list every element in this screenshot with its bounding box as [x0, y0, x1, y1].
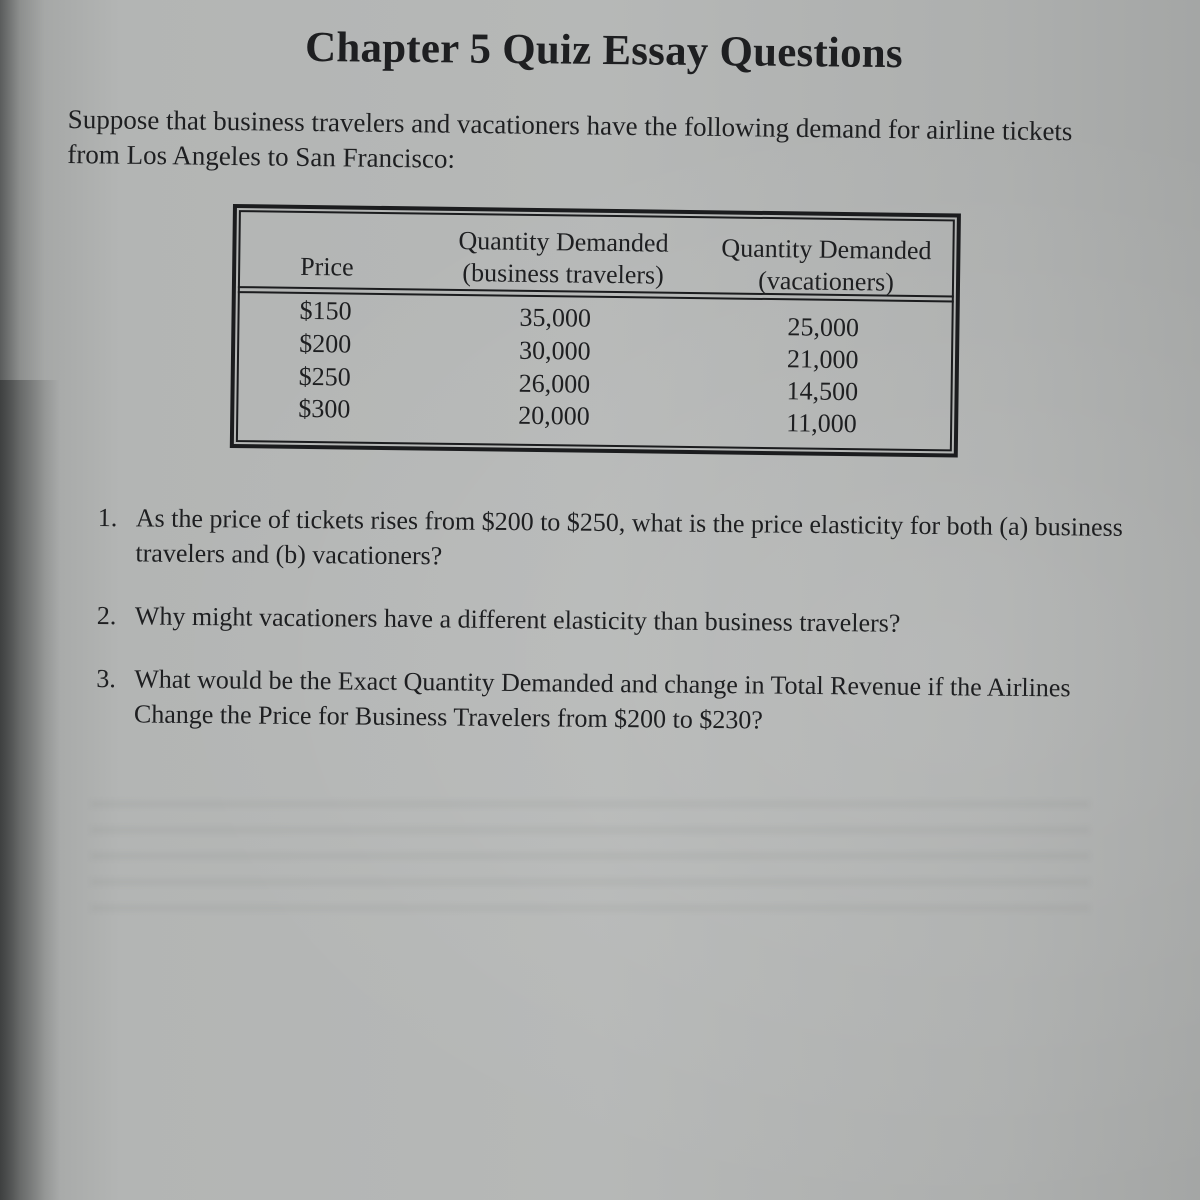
row-vacation: 25,000 [787, 312, 860, 343]
question-number: 3. [96, 664, 116, 694]
row-business: 30,000 [518, 335, 591, 366]
row-business: 20,000 [518, 400, 590, 431]
row-price: $200 [298, 328, 352, 359]
row-business: 26,000 [518, 368, 591, 399]
row-vacation: 11,000 [785, 408, 857, 439]
row-vacation: 21,000 [786, 344, 859, 375]
header-price: Price [299, 251, 354, 282]
question-number: 1. [97, 503, 118, 533]
page-title: Chapter 5 Quiz Essay Questions [304, 23, 904, 78]
intro-paragraph: Suppose that business travelers and vacationers have the following demand for airline tickets from Los Angeles to San Francisco: [67, 103, 1073, 174]
question-list [90, 500, 1152, 769]
bleed-through-text [90, 800, 1090, 920]
question-text: As the price of tickets rises from $200 to $250, what is the price elasticity for both (a) business travelers and (b) vacationers? [135, 503, 1123, 571]
question-text: Why might vacationers have a different elasticity than business travelers? [134, 601, 901, 638]
question-item [91, 500, 1152, 580]
question-number: 2. [96, 601, 117, 631]
header-vacation-line1: Quantity Demanded [721, 233, 932, 266]
row-vacation: 14,500 [786, 376, 859, 407]
header-vacation-line2: (vacationers) [757, 265, 895, 297]
row-business: 35,000 [519, 302, 592, 333]
page-shadow [0, 380, 60, 1200]
row-price: $150 [299, 295, 352, 326]
question-text: What would be the Exact Quantity Demanded and change in Total Revenue if the Airlines Change the Price for Business Travelers from $200 to $230? [133, 664, 1071, 735]
row-price: $250 [298, 361, 351, 392]
header-business-line2: (business travelers) [462, 258, 665, 290]
demand-table [230, 204, 961, 458]
question-item [90, 661, 1151, 741]
row-price: $300 [298, 393, 351, 424]
header-business-line1: Quantity Demanded [458, 225, 669, 258]
question-item [91, 598, 1151, 643]
